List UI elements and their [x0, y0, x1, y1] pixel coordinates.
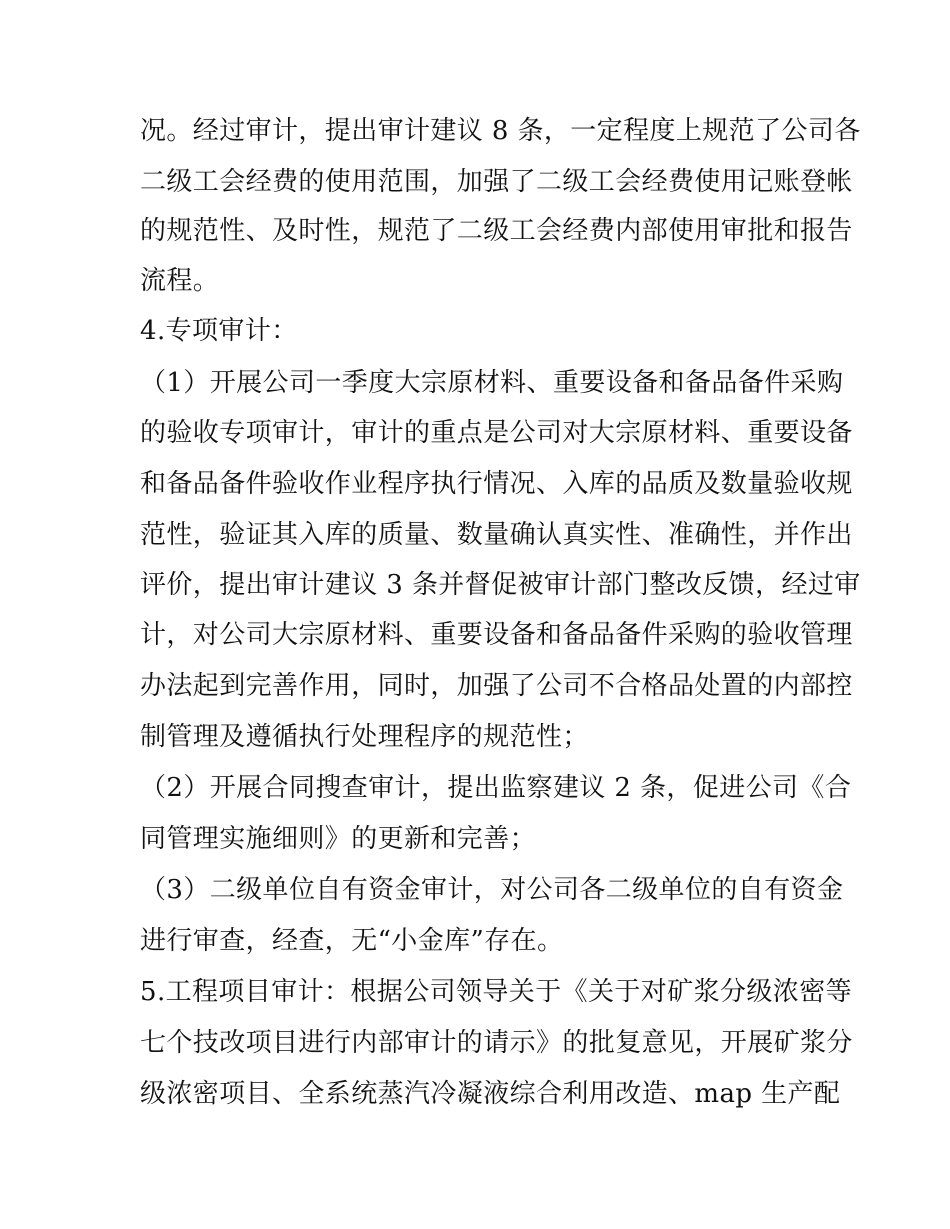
text-line: 评价，提出审计建议 3 条并督促被审计部门整改反馈，经过审	[140, 570, 861, 600]
text-line: （1）开展公司一季度大宗原材料、重要设备和备品备件采购	[140, 368, 844, 398]
section-heading: 5.工程项目审计：根据公司领导关于《关于对矿浆分级浓密等	[140, 977, 853, 1007]
text-line: 办法起到完善作用，同时，加强了公司不合格品处置的内部控	[140, 671, 853, 701]
text-line: 七个技改项目进行内部审计的请示》的批复意见，开展矿浆分	[140, 1028, 853, 1058]
text-line: 制管理及遵循执行处理程序的规范性；	[140, 722, 589, 752]
text-line: 流程。	[140, 266, 220, 296]
section-heading: 4.专项审计：	[140, 316, 298, 346]
text-line: 同管理实施细则》的更新和完善；	[140, 824, 537, 854]
text-line: 和备品备件验收作业程序执行情况、入库的品质及数量验收规	[140, 469, 853, 499]
text-line: 进行审查，经查，无“小金库”存在。	[140, 926, 564, 956]
text-line: 级浓密项目、全系统蒸汽冷凝液综合利用改造、map 生产配	[140, 1079, 841, 1109]
text-line: 况。经过审计，提出审计建议 8 条，一定程度上规范了公司各	[140, 116, 861, 146]
text-line: 范性，验证其入库的质量、数量确认真实性、准确性，并作出	[140, 520, 853, 550]
text-line: （3）二级单位自有资金审计，对公司各二级单位的自有资金	[140, 875, 844, 905]
text-line: 的验收专项审计，审计的重点是公司对大宗原材料、重要设备	[140, 418, 853, 448]
text-line: 计，对公司大宗原材料、重要设备和备品备件采购的验收管理	[140, 620, 853, 650]
text-line: （2）开展合同搜查审计，提出监察建议 2 条，促进公司《合	[140, 773, 852, 803]
text-line: 二级工会经费的使用范围，加强了二级工会经费使用记账登帐	[140, 167, 853, 197]
text-line: 的规范性、及时性，规范了二级工会经费内部使用审批和报告	[140, 216, 853, 246]
